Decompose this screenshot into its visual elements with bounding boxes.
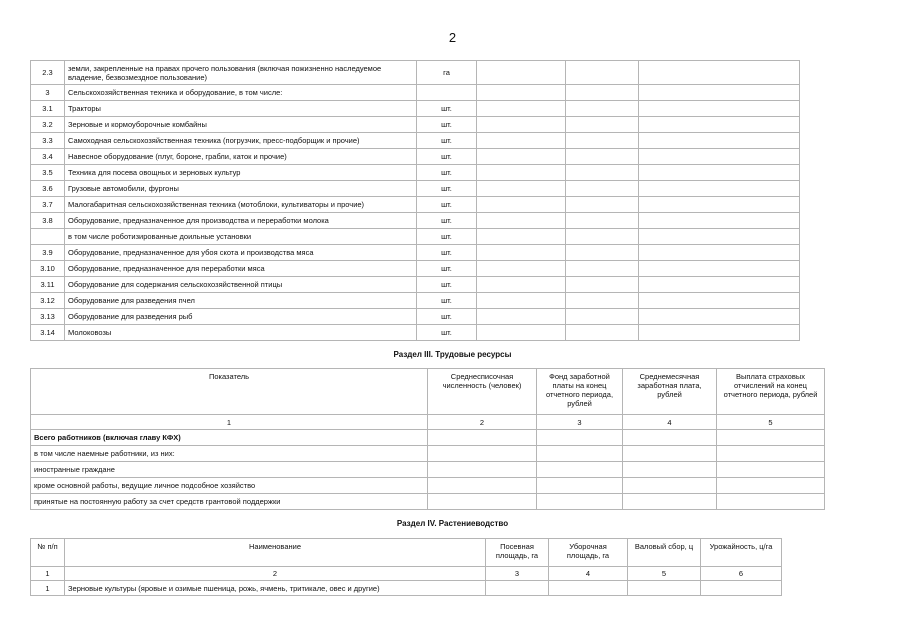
- value-cell[interactable]: [639, 61, 800, 85]
- row-unit: шт.: [417, 149, 477, 165]
- row-name: Оборудование для разведения рыб: [65, 309, 417, 325]
- section3-title: Раздел III. Трудовые ресурсы: [393, 350, 512, 359]
- section4-title: Раздел IV. Растениеводство: [396, 519, 509, 528]
- s4-header-sown-area: Посевная площадь, га: [486, 539, 549, 567]
- value-cell[interactable]: [477, 101, 566, 117]
- row-unit: шт.: [417, 165, 477, 181]
- table-row: [31, 85, 800, 101]
- s4-colnum: 2: [65, 567, 486, 581]
- value-cell[interactable]: [477, 325, 566, 341]
- row-name: Самоходная сельскохозяйственная техника (погрузчик, пресс-подборщик и прочие): [65, 133, 417, 149]
- row-name: Оборудование для разведения пчел: [65, 293, 417, 309]
- row-unit: шт.: [417, 117, 477, 133]
- row-number: 2.3: [31, 61, 65, 85]
- row-unit: шт.: [417, 101, 477, 117]
- row-name: Зерновые культуры (яровые и озимые пшеница, рожь, ячмень, тритикале, овес и другие): [65, 581, 486, 596]
- row-unit: шт.: [417, 229, 477, 245]
- row-number: 3.11: [31, 277, 65, 293]
- value-cell[interactable]: [477, 261, 566, 277]
- value-cell[interactable]: [486, 581, 549, 596]
- table-row: [31, 293, 800, 309]
- row-number: 3.4: [31, 149, 65, 165]
- row-number: 3.5: [31, 165, 65, 181]
- table-row: [31, 197, 800, 213]
- table-row: [31, 581, 782, 596]
- value-cell[interactable]: [639, 261, 800, 277]
- value-cell[interactable]: [477, 197, 566, 213]
- value-cell[interactable]: [623, 478, 717, 494]
- row-number: 3.12: [31, 293, 65, 309]
- value-cell[interactable]: [477, 277, 566, 293]
- row-unit: шт.: [417, 293, 477, 309]
- value-cell[interactable]: [566, 165, 639, 181]
- table-row: [31, 61, 800, 85]
- row-name: Малогабаритная сельскохозяйственная техника (мотоблоки, культиваторы и прочие): [65, 197, 417, 213]
- value-cell[interactable]: [428, 446, 537, 462]
- value-cell[interactable]: [537, 446, 623, 462]
- row-unit: шт.: [417, 213, 477, 229]
- value-cell[interactable]: [566, 197, 639, 213]
- value-cell[interactable]: [428, 494, 537, 510]
- value-cell[interactable]: [639, 309, 800, 325]
- value-cell[interactable]: [477, 117, 566, 133]
- value-cell[interactable]: [477, 293, 566, 309]
- row-number: 3.14: [31, 325, 65, 341]
- value-cell[interactable]: [623, 446, 717, 462]
- row-number: 3.7: [31, 197, 65, 213]
- indicator-name: принятые на постоянную работу за счет средств грантовой поддержки: [31, 494, 428, 510]
- table-row: [31, 213, 800, 229]
- s4-colnum: 3: [486, 567, 549, 581]
- value-cell[interactable]: [477, 213, 566, 229]
- s3-colnum: 1: [31, 415, 428, 430]
- value-cell[interactable]: [566, 133, 639, 149]
- value-cell[interactable]: [566, 149, 639, 165]
- value-cell[interactable]: [477, 165, 566, 181]
- s3-header-payroll: Фонд заработной платы на конец отчетного периода, рублей: [537, 369, 623, 415]
- table-row: [31, 494, 825, 510]
- value-cell[interactable]: [566, 293, 639, 309]
- value-cell[interactable]: [639, 213, 800, 229]
- s3-header-avg-salary: Среднемесячная заработная плата, рублей: [623, 369, 717, 415]
- row-unit: шт.: [417, 181, 477, 197]
- value-cell[interactable]: [639, 325, 800, 341]
- value-cell[interactable]: [639, 181, 800, 197]
- table-row: [31, 261, 800, 277]
- row-number: 3.6: [31, 181, 65, 197]
- indicator-name: кроме основной работы, ведущие личное подсобное хозяйство: [31, 478, 428, 494]
- value-cell[interactable]: [623, 430, 717, 446]
- row-name: Молоковозы: [65, 325, 417, 341]
- section3-table: [30, 368, 825, 510]
- value-cell[interactable]: [537, 494, 623, 510]
- table-row: [31, 309, 800, 325]
- value-cell[interactable]: [701, 581, 782, 596]
- value-cell[interactable]: [623, 462, 717, 478]
- row-name: Оборудование, предназначенное для переработки мяса: [65, 261, 417, 277]
- table-row: [31, 277, 800, 293]
- row-name: Сельскохозяйственная техника и оборудование, в том числе:: [65, 85, 417, 101]
- row-number: 3.2: [31, 117, 65, 133]
- value-cell[interactable]: [639, 277, 800, 293]
- row-name: Тракторы: [65, 101, 417, 117]
- value-cell[interactable]: [566, 213, 639, 229]
- table-row: [31, 165, 800, 181]
- value-cell[interactable]: [639, 197, 800, 213]
- row-unit: шт.: [417, 197, 477, 213]
- indicator-name: в том числе наемные работники, из них:: [31, 446, 428, 462]
- table-row: [31, 478, 825, 494]
- row-number: 3.13: [31, 309, 65, 325]
- s3-header-insurance: Выплата страховых отчислений на конец отчетного периода, рублей: [717, 369, 825, 415]
- value-cell[interactable]: [639, 149, 800, 165]
- s4-colnum: 4: [549, 567, 628, 581]
- value-cell[interactable]: [566, 117, 639, 133]
- value-cell[interactable]: [477, 229, 566, 245]
- value-cell[interactable]: [717, 446, 825, 462]
- row-name: Зерновые и кормоуборочные комбайны: [65, 117, 417, 133]
- table-row: [31, 446, 825, 462]
- s4-colnum: 1: [31, 567, 65, 581]
- row-unit: [417, 85, 477, 101]
- indicator-name: иностранные граждане: [31, 462, 428, 478]
- value-cell[interactable]: [477, 309, 566, 325]
- value-cell[interactable]: [639, 165, 800, 181]
- row-name: Оборудование для содержания сельскохозяйственной птицы: [65, 277, 417, 293]
- s3-header-headcount: Среднесписочная численность (человек): [428, 369, 537, 415]
- row-number: 3.9: [31, 245, 65, 261]
- table-row: [31, 229, 800, 245]
- s4-header-harvest-area: Уборочная площадь, га: [549, 539, 628, 567]
- value-cell[interactable]: [566, 61, 639, 85]
- row-name: Техника для посева овощных и зерновых культур: [65, 165, 417, 181]
- value-cell[interactable]: [566, 229, 639, 245]
- table-row: [31, 133, 800, 149]
- s3-colnum: 2: [428, 415, 537, 430]
- s4-header-yield-rate: Урожайность, ц/га: [701, 539, 782, 567]
- row-name: Оборудование, предназначенное для производства и переработки молока: [65, 213, 417, 229]
- value-cell[interactable]: [639, 85, 800, 101]
- s3-colnum: 5: [717, 415, 825, 430]
- value-cell[interactable]: [566, 245, 639, 261]
- value-cell[interactable]: [537, 430, 623, 446]
- row-unit: шт.: [417, 309, 477, 325]
- section4-table: [30, 538, 782, 596]
- row-unit: шт.: [417, 133, 477, 149]
- s3-header-indicator: Показатель: [31, 369, 428, 415]
- row-unit: га: [417, 61, 477, 85]
- s4-header-num: № п/п: [31, 539, 65, 567]
- value-cell[interactable]: [717, 478, 825, 494]
- value-cell[interactable]: [537, 478, 623, 494]
- value-cell[interactable]: [477, 245, 566, 261]
- value-cell[interactable]: [566, 309, 639, 325]
- s4-header-name: Наименование: [65, 539, 486, 567]
- row-number: 3.3: [31, 133, 65, 149]
- value-cell[interactable]: [717, 462, 825, 478]
- table-row: [31, 101, 800, 117]
- row-name: Навесное оборудование (плуг, бороне, грабли, каток и прочие): [65, 149, 417, 165]
- value-cell[interactable]: [566, 261, 639, 277]
- row-name: в том числе роботизированные доильные установки: [65, 229, 417, 245]
- s3-colnum: 3: [537, 415, 623, 430]
- s4-colnum: 6: [701, 567, 782, 581]
- row-unit: шт.: [417, 277, 477, 293]
- value-cell[interactable]: [639, 101, 800, 117]
- table-row: [31, 149, 800, 165]
- table-row: [31, 245, 800, 261]
- row-unit: шт.: [417, 245, 477, 261]
- value-cell[interactable]: [566, 101, 639, 117]
- row-unit: шт.: [417, 325, 477, 341]
- value-cell[interactable]: [428, 462, 537, 478]
- indicator-name: Всего работников (включая главу КФХ): [31, 430, 428, 446]
- value-cell[interactable]: [717, 430, 825, 446]
- row-number: 1: [31, 581, 65, 596]
- table-row: [31, 181, 800, 197]
- value-cell[interactable]: [477, 181, 566, 197]
- value-cell[interactable]: [537, 462, 623, 478]
- s4-colnum: 5: [628, 567, 701, 581]
- row-number: 3.8: [31, 213, 65, 229]
- value-cell[interactable]: [566, 277, 639, 293]
- value-cell[interactable]: [477, 133, 566, 149]
- value-cell[interactable]: [477, 149, 566, 165]
- value-cell[interactable]: [477, 85, 566, 101]
- value-cell[interactable]: [639, 133, 800, 149]
- value-cell[interactable]: [428, 478, 537, 494]
- section2-table: [30, 60, 800, 341]
- value-cell[interactable]: [639, 117, 800, 133]
- value-cell[interactable]: [717, 494, 825, 510]
- value-cell[interactable]: [428, 430, 537, 446]
- value-cell[interactable]: [477, 61, 566, 85]
- row-number: 3.1: [31, 101, 65, 117]
- row-number: 3: [31, 85, 65, 101]
- table-row: [31, 462, 825, 478]
- table-row: [31, 117, 800, 133]
- value-cell[interactable]: [639, 229, 800, 245]
- page-number: 2: [448, 30, 457, 45]
- value-cell[interactable]: [549, 581, 628, 596]
- value-cell[interactable]: [566, 181, 639, 197]
- value-cell[interactable]: [623, 494, 717, 510]
- row-unit: шт.: [417, 261, 477, 277]
- value-cell[interactable]: [639, 245, 800, 261]
- table-row: [31, 430, 825, 446]
- table-row: [31, 325, 800, 341]
- s3-colnum: 4: [623, 415, 717, 430]
- value-cell[interactable]: [566, 325, 639, 341]
- row-name: земли, закрепленные на правах прочего пользования (включая пожизненно наследуемое владение, безвозмездное пользование): [65, 61, 417, 85]
- value-cell[interactable]: [628, 581, 701, 596]
- row-name: Оборудование, предназначенное для убоя скота и производства мяса: [65, 245, 417, 261]
- row-name: Грузовые автомобили, фургоны: [65, 181, 417, 197]
- row-number: [31, 229, 65, 245]
- value-cell[interactable]: [639, 293, 800, 309]
- value-cell[interactable]: [566, 85, 639, 101]
- s4-header-gross-yield: Валовый сбор, ц: [628, 539, 701, 567]
- row-number: 3.10: [31, 261, 65, 277]
